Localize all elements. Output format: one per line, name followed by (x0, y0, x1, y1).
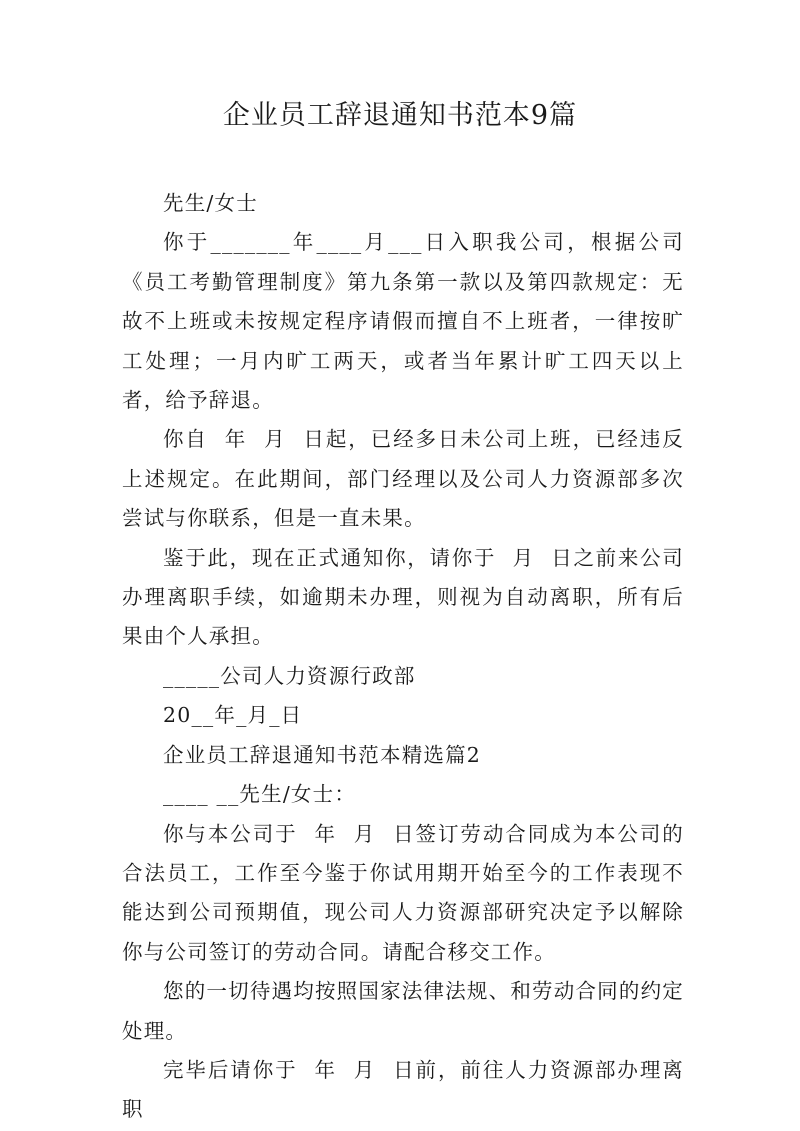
document-body (122, 184, 684, 1130)
paragraph-contract-termination: 你与本公司于 年 月 日签订劳动合同成为本公司的合法员工，工作至今鉴于你试用期开始至今的工作表现不能达到公司预期值，现公司人力资源部研究决定予以解除你与公司签订的劳动合同。请配合移交工作。 (122, 821, 684, 964)
paragraph-date: 20__年_月_日 (163, 703, 303, 728)
paragraph-treatment: 您的一切待遇均按照国家法律法规、和劳动合同的约定处理。 (122, 979, 684, 1043)
paragraph-salutation: 先生/女士 (163, 191, 258, 215)
paragraph-entry-and-policy: 你于_______年____月___日入职我公司，根据公司《员工考勤管理制度》第九条第一款以及第四款规定：无故不上班或未按规定程序请假而擅自不上班者，一律按旷工处理；一月内旷工两天，或者当年累计旷工四天以上者，给予辞退。 (122, 230, 684, 413)
paragraph-notice: 鉴于此，现在正式通知你，请你于 月 日之前来公司办理离职手续，如逾期未办理，则视为自动离职，所有后果由个人承担。 (122, 545, 684, 649)
paragraph-issuer: _____公司人力资源行政部 (163, 663, 416, 688)
paragraph-absence: 你自 年 月 日起，已经多日未公司上班，已经违反上述规定。在此期间，部门经理以及公司人力资源部多次尝试与你联系，但是一直未果。 (122, 427, 684, 531)
document-title: 企业员工辞退通知书范本9篇 (222, 100, 578, 131)
paragraph-handover: 完毕后请你于 年 月 日前，前往人力资源部办理离职 (122, 1057, 684, 1122)
paragraph-section-heading: 企业员工辞退通知书范本精选篇2 (163, 742, 482, 767)
paragraph-salutation-2: ____ __先生/女士： (163, 782, 357, 807)
